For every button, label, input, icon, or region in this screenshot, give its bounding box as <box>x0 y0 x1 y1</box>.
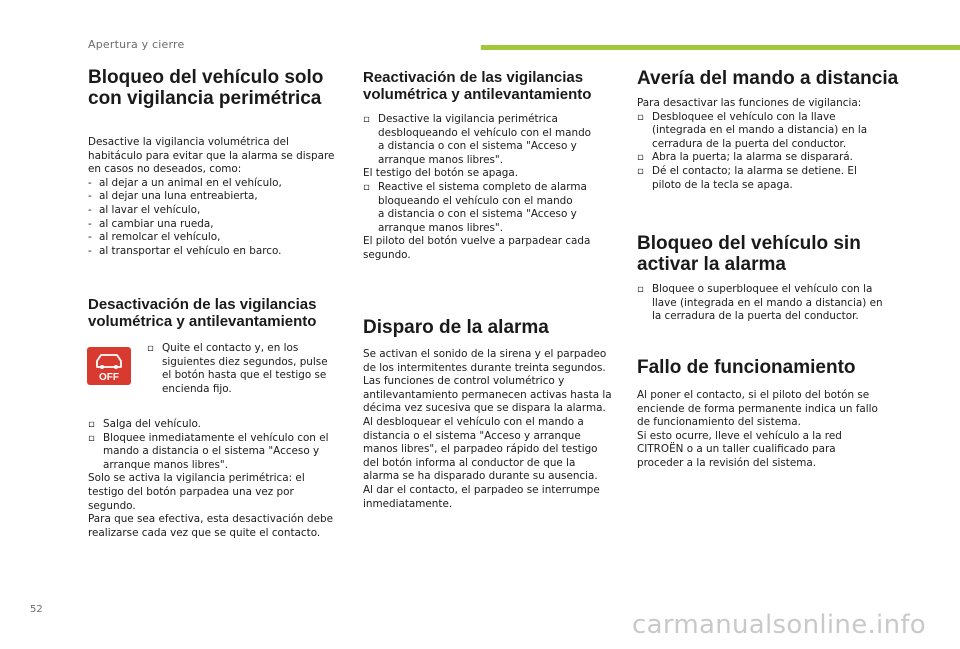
lock-without-alarm-body <box>637 283 899 324</box>
page-number: 52 <box>30 604 43 615</box>
text-line: proceder a la revisión del sistema. <box>637 456 817 469</box>
text-line: El piloto del botón vuelve a parpadear cada <box>363 235 591 248</box>
section-accent-bar <box>481 45 960 50</box>
subsection-title: Disparo de la alarma <box>363 317 549 338</box>
malfunction-header <box>637 357 907 378</box>
list-item <box>88 418 353 432</box>
column-1 <box>88 67 350 109</box>
text-line: Desbloquee el vehículo con la llave <box>652 110 836 123</box>
text-line: testigo del botón parpadea una vez por <box>88 485 294 498</box>
text-line: habitáculo para evitar que la alarma se dispare <box>88 149 335 162</box>
text-line: realizarse cada vez que se quite el contacto. <box>88 526 321 539</box>
text-line: Quite el contacto y, en los <box>162 342 299 354</box>
list-item <box>637 283 899 324</box>
title-line-2: con vigilancia perimétrica <box>88 88 322 109</box>
reactivation-steps <box>363 113 625 263</box>
alarm-trigger-body <box>363 348 625 511</box>
list-item-text: al remolcar el vehículo, <box>99 231 221 244</box>
dash-marker: - <box>88 244 92 257</box>
text-line: el botón hasta que el testigo se <box>162 369 327 382</box>
title-line-1: Reactivación de las vigilancias <box>363 69 584 86</box>
dash-marker: - <box>88 217 92 230</box>
text-line: cerradura de la puerta del conductor. <box>652 137 847 150</box>
text-line: Para que sea efectiva, esta desactivación debe <box>88 513 334 526</box>
list-item <box>363 113 625 167</box>
list-item <box>88 231 350 245</box>
title-line-2: volumétrica y antilevantamiento <box>363 86 592 103</box>
check-box-bullet-icon: ▫ <box>637 151 645 164</box>
list-item <box>363 181 625 235</box>
text-line: Si esto ocurre, lleve el vehículo a la red <box>637 429 842 442</box>
text-line: arranque manos libres". <box>103 458 229 471</box>
text-line: CITROËN o a un taller cualificado para <box>637 443 836 456</box>
text-line: de funcionamiento del sistema. <box>637 416 801 429</box>
text-line: distancia o el sistema "Acceso y arranque <box>363 429 581 442</box>
lock-without-alarm-header <box>637 233 907 275</box>
text-line: Al poner el contacto, si el piloto del botón se <box>637 389 870 401</box>
text-line: Desactive la vigilancia volumétrica del <box>88 136 289 148</box>
text-line: a distancia o con el sistema "Acceso y <box>378 208 577 221</box>
check-box-bullet-icon: ▫ <box>88 431 96 444</box>
text-line: Salga del vehículo. <box>103 418 201 430</box>
steps-block <box>88 418 353 540</box>
section-title <box>88 67 350 109</box>
text-line: El testigo del botón se apaga. <box>363 167 519 180</box>
text-line: Dé el contacto; la alarma se detiene. El <box>652 164 857 177</box>
dash-marker: - <box>88 190 92 203</box>
list-item <box>88 432 353 473</box>
icon-step <box>147 342 347 396</box>
text-line: siguientes diez segundos, pulse <box>162 355 328 368</box>
text-line: la cerradura de la puerta del conductor. <box>652 310 859 323</box>
list-item-text: al dejar a un animal en el vehículo, <box>99 176 282 189</box>
list-item <box>637 111 899 152</box>
remote-failure-body <box>637 97 899 192</box>
list-item <box>637 165 899 192</box>
text-line: alarma se ha disparado durante su ausencia. <box>363 470 598 483</box>
check-box-bullet-icon: ▫ <box>363 113 371 125</box>
text-line: mando a distancia o el sistema "Acceso y <box>103 445 320 458</box>
list-item-text: al lavar el vehículo, <box>99 203 201 216</box>
text-line: bloqueando el vehículo con el mando <box>378 194 573 207</box>
section-title <box>363 69 623 103</box>
list-item <box>637 151 899 165</box>
column-2-header <box>363 69 623 103</box>
text-line: Desactive la vigilancia perimétrica <box>378 113 558 125</box>
list-item <box>88 177 350 191</box>
title-line-1: Bloqueo del vehículo sin <box>637 233 861 254</box>
column-3-header <box>637 68 917 89</box>
subsection-header <box>88 296 358 330</box>
text-line: Las funciones de control volumétrico y <box>363 375 565 388</box>
list-item <box>147 342 347 396</box>
text-line: arranque manos libres". <box>378 153 504 166</box>
list-item-text: al transportar el vehículo en barco. <box>99 244 282 257</box>
subsection-title <box>88 296 358 330</box>
list-item-text: al dejar una luna entreabierta, <box>99 190 258 203</box>
text-line: Al dar el contacto, el parpadeo se interrumpe <box>363 483 600 496</box>
text-line: inmediatamente. <box>363 497 453 510</box>
text-line: Al desbloquear el vehículo con el mando a <box>363 415 584 428</box>
text-line: a distancia o con el sistema "Acceso y <box>378 140 577 153</box>
subsection-title: Fallo de funcionamiento <box>637 357 856 378</box>
dash-marker: - <box>88 176 92 189</box>
alarm-trigger-header <box>363 317 623 338</box>
text-line: Bloquee o superbloquee el vehículo con la <box>652 283 873 295</box>
intro-paragraph <box>88 136 350 258</box>
list-item-text: al cambiar una rueda, <box>99 217 214 230</box>
list-item <box>88 190 350 204</box>
text-line: de los intermitentes durante treinta segundos. <box>363 361 606 374</box>
text-line: Solo se activa la vigilancia perimétrica: el <box>88 472 305 485</box>
text-line: desbloqueando el vehículo con el mando <box>378 126 592 139</box>
text-line: enciende de forma permanente indica un fallo <box>637 402 878 415</box>
text-line: Reactive el sistema completo de alarma <box>378 180 587 193</box>
text-line: décima vez sucesiva que se dispara la alarma. <box>363 402 606 415</box>
text-line: en casos no deseados, como: <box>88 163 242 176</box>
text-line: Bloquee inmediatamente el vehículo con el <box>103 431 329 444</box>
text-line: piloto de la tecla se apaga. <box>652 178 793 191</box>
check-box-bullet-icon: ▫ <box>363 180 371 193</box>
off-label: OFF <box>99 372 119 383</box>
text-line: arranque manos libres". <box>378 221 504 234</box>
title-line-1: Desactivación de las vigilancias <box>88 296 317 313</box>
subsection-title <box>637 233 907 275</box>
list-item <box>88 245 350 259</box>
check-box-bullet-icon: ▫ <box>637 164 645 177</box>
title-line-2: volumétrica y antilevantamiento <box>88 313 317 330</box>
text-line: del botón informa al conductor de que la <box>363 456 576 469</box>
text-line: Abra la puerta; la alarma se disparará. <box>652 151 853 164</box>
text-line: antilevantamiento permanecen activas hasta la <box>363 388 612 401</box>
watermark-text: carmanualsonline.info <box>632 610 927 640</box>
text-line: segundo. <box>88 499 136 512</box>
check-box-bullet-icon: ▫ <box>637 283 645 295</box>
title-line-2: activar la alarma <box>637 254 786 275</box>
list-item <box>88 218 350 232</box>
text-line: manos libres", el parpadeo rápido del testigo <box>363 443 598 456</box>
dash-marker: - <box>88 203 92 216</box>
text-line: llave (integrada en el mando a distancia) en <box>652 296 883 309</box>
list-item <box>88 204 350 218</box>
check-box-bullet-icon: ▫ <box>88 418 96 430</box>
text-line: (integrada en el mando a distancia) en la <box>652 124 868 137</box>
check-box-bullet-icon: ▫ <box>637 110 645 123</box>
malfunction-body <box>637 389 899 471</box>
section-title: Avería del mando a distancia <box>637 68 899 89</box>
text-line: Para desactivar las funciones de vigilancia: <box>637 97 862 109</box>
check-box-bullet-icon: ▫ <box>147 342 155 354</box>
text-line: segundo. <box>363 248 411 261</box>
title-line-1: Bloqueo del vehículo solo <box>88 67 324 88</box>
dash-marker: - <box>88 231 92 244</box>
text-line: encienda fijo. <box>162 382 232 395</box>
text-line: Se activan el sonido de la sirena y el parpadeo <box>363 348 607 360</box>
alarm-off-button-icon <box>87 347 131 385</box>
section-label: Apertura y cierre <box>88 38 185 51</box>
